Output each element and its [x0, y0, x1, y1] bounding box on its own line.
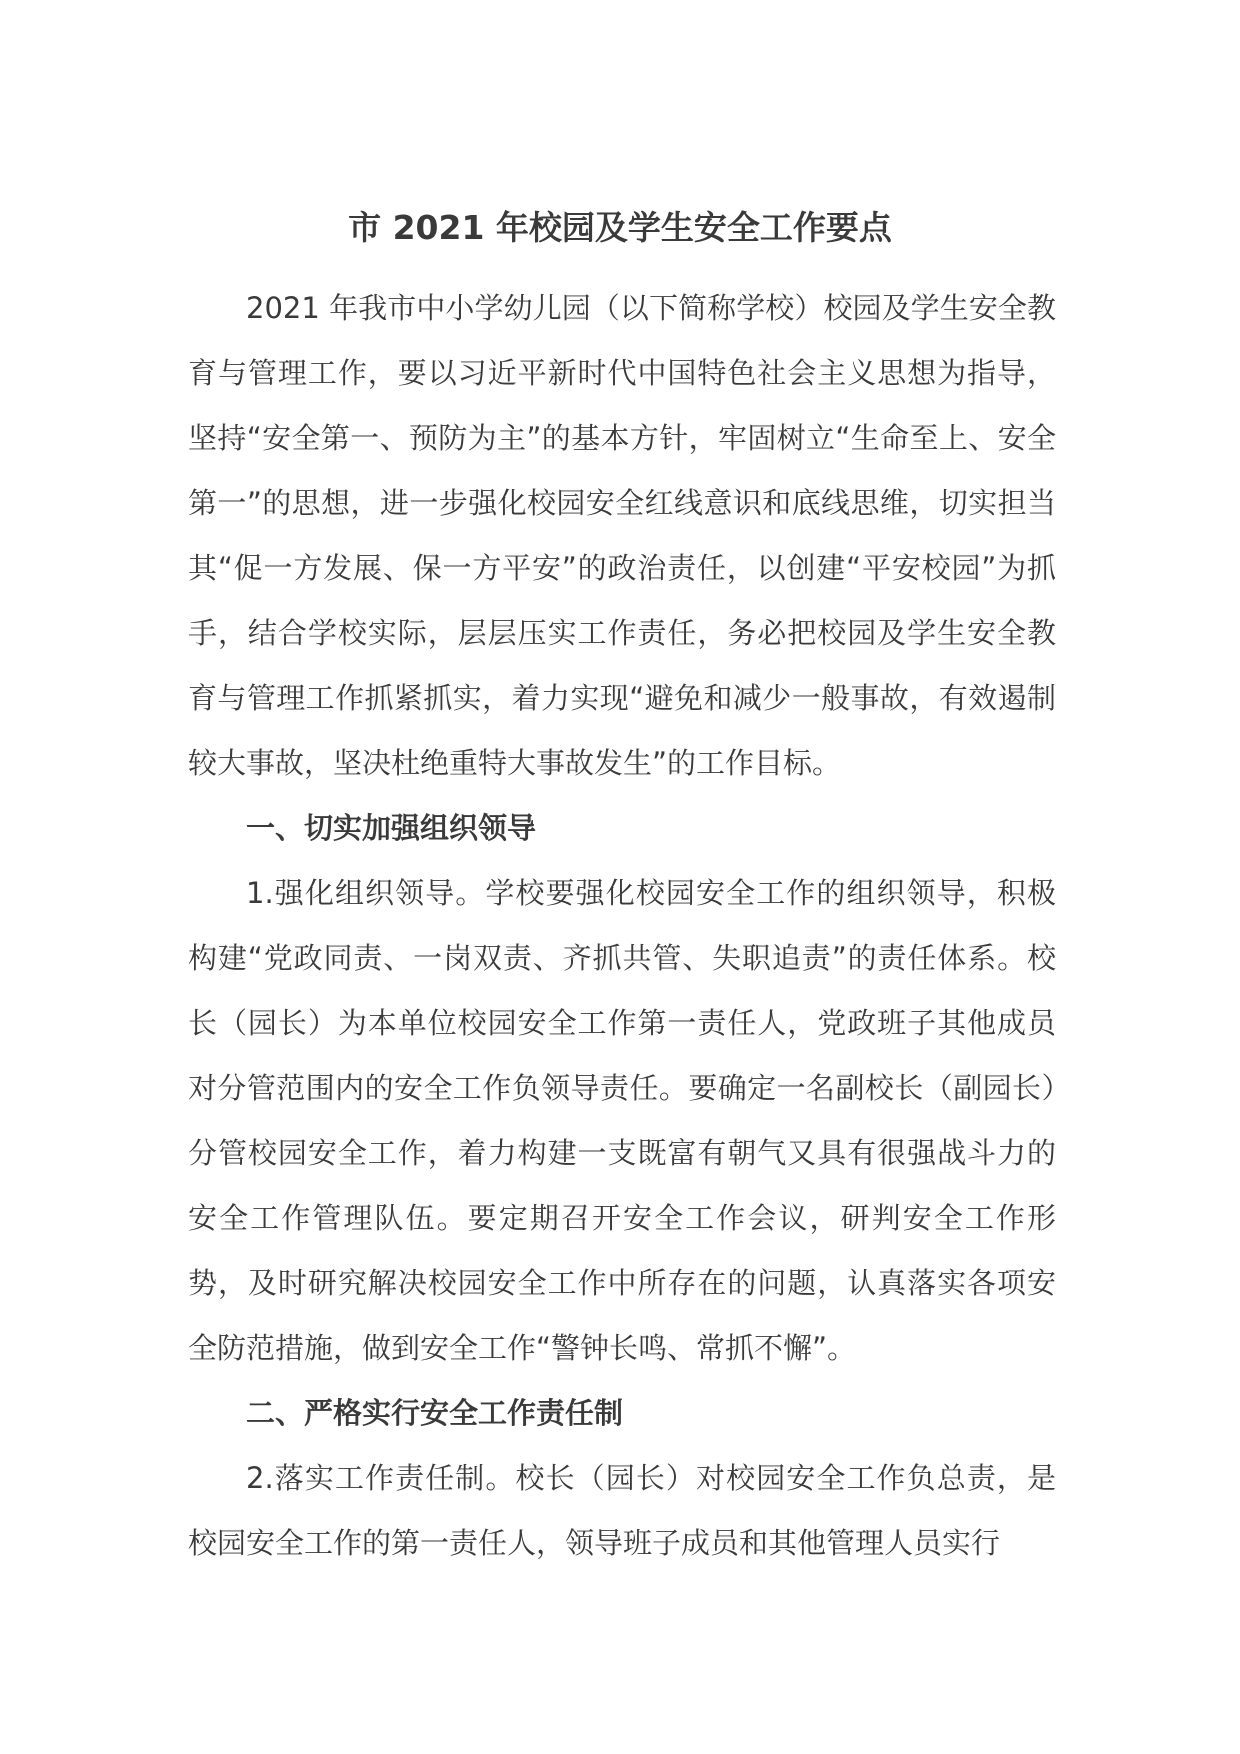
document-title: 市 2021 年校园及学生安全工作要点 — [348, 208, 892, 247]
section-paragraph-2: 2.落实工作责任制。校长（园长）对校园安全工作负总责，是校园安全工作的第一责任人，领导班子成员和其他管理人员实行 — [188, 1461, 1056, 1560]
section-heading-1: 一、切实加强组织领导 — [246, 811, 537, 845]
section-paragraph-1: 1.强化组织领导。学校要强化校园安全工作的组织领导，积极构建“党政同责、一岗双责、齐抓共管、失职追责”的责任体系。校长（园长）为本单位校园安全工作第一责任人，党政班子其他成员对分管范围内的安全工作负领导责任。要确定一名副校长（副园长）分管校园安全工作，着力构建一支既富有朝气又具有很强战斗力的安全工作管理队伍。要定期召开安全工作会议，研判安全工作形势，及时研究解决校园安全工作中所存在的问题，认真落实各项安全防范措施，做到安全工作“警钟长鸣、常抓不懈”。 — [188, 876, 1056, 1365]
intro-paragraph: 2021 年我市中小学幼儿园（以下简称学校）校园及学生安全教育与管理工作，要以习近平新时代中国特色社会主义思想为指导，坚持“安全第一、预防为主”的基本方针，牢固树立“生命至上、安全第一”的思想，进一步强化校园安全红线意识和底线思维，切实担当其“促一方发展、保一方平安”的政治责任，以创建“平安校园”为抓手，结合学校实际，层层压实工作责任，务必把校园及学生安全教育与管理工作抓紧抓实，着力实现“避免和减少一般事故，有效遏制较大事故，坚决杜绝重特大事故发生”的工作目标。 — [188, 291, 1056, 780]
section-heading-2: 二、严格实行安全工作责任制 — [246, 1396, 624, 1430]
